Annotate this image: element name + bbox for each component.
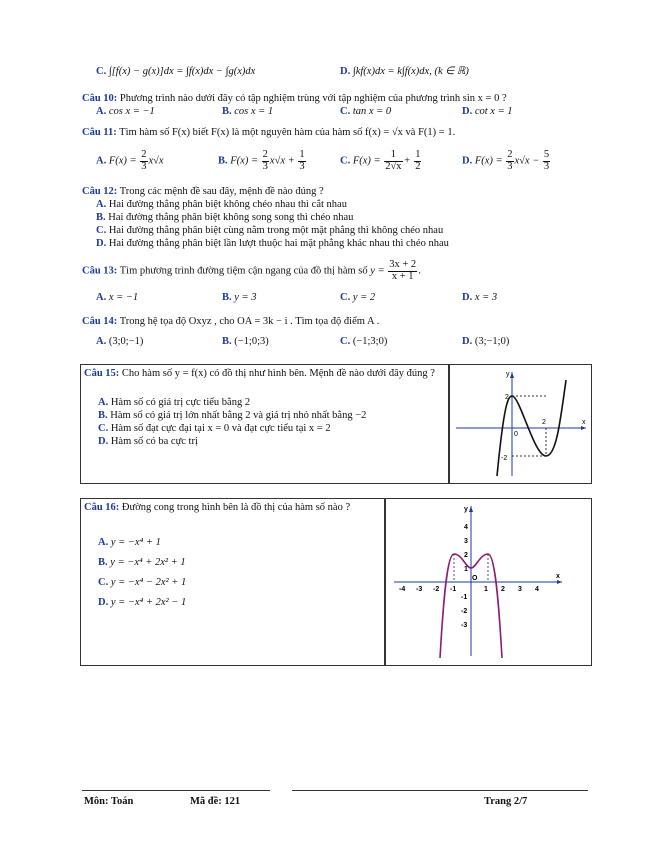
q12-option-c: C. Hai đường thẳng phân biệt cùng nằm trong một mặt phẳng thì không chéo nhau bbox=[96, 225, 444, 236]
q16-graph bbox=[384, 498, 590, 664]
q13-option-a: A. x = −1 bbox=[96, 292, 139, 303]
q15-option-c: C. Hàm số đạt cực đại tại x = 0 và đạt cực tiểu tại x = 2 bbox=[98, 423, 331, 434]
q11-option-a: A. F(x) = $\frac{2}{3}$ x√x bbox=[96, 149, 164, 172]
footer-exam-code: Mã đề: 121 bbox=[190, 796, 241, 807]
q13-option-d: D. x = 3 bbox=[462, 292, 498, 303]
q12-option-d: D. Hai đường thẳng phân biệt lần lượt thuộc hai mặt phẳng khác nhau thì chéo nhau bbox=[96, 238, 449, 249]
q16-y-tick-label: 2 bbox=[464, 552, 468, 559]
q16-y-arrow-icon bbox=[469, 506, 473, 512]
q16-option-b: B. y = −x⁴ + 2x² + 1 bbox=[98, 557, 186, 568]
q15-stem: Câu 15: Cho hàm số y = f(x) có đồ thị như hình bên. Mệnh đề nào dưới đây đúng ? bbox=[84, 368, 435, 379]
q16-x-tick-label: -3 bbox=[416, 586, 423, 593]
q11-stem: Câu 11: Tìm hàm số F(x) biết F(x) là một nguyên hàm của hàm số f(x) = √x và F(1) = 1. bbox=[82, 127, 456, 138]
q16-y-tick-label: -2 bbox=[461, 608, 468, 615]
q16-y-tick-label: -1 bbox=[461, 594, 468, 601]
q15-option-b: B. Hàm số có giá trị lớn nhất bằng 2 và giá trị nhỏ nhất bằng −2 bbox=[98, 410, 367, 421]
q15-option-d: D. Hàm số có ba cực trị bbox=[98, 436, 198, 447]
q16-x-tick-label: -1 bbox=[450, 586, 457, 593]
q14-option-a: A. (3;0;−1) bbox=[96, 336, 144, 347]
q16-option-c: C. y = −x⁴ − 2x² + 1 bbox=[98, 577, 187, 588]
q12-option-a: A. Hai đường thẳng phân biệt không chéo nhau thì cắt nhau bbox=[96, 199, 347, 210]
q16-y-label: y bbox=[464, 506, 468, 513]
q11-option-b: B. F(x) = $\frac{2}{3}$ x√x + $\frac{1}{3}$ bbox=[218, 149, 305, 172]
q12-option-b: B. Hai đường thẳng phân biệt không song song thì chéo nhau bbox=[96, 212, 354, 223]
q16-y-tick-label: -3 bbox=[461, 622, 468, 629]
q9-option-d-text: ∫kf(x)dx = k∫f(x)dx, (k ∈ ℝ) bbox=[352, 66, 469, 77]
q10-option-c: C. tan x = 0 bbox=[340, 106, 392, 117]
q10-option-a: A. cos x = −1 bbox=[96, 106, 155, 117]
q11-option-c: C. F(x) = $\frac{1}{2√x}$ + $\frac{1}{2}$ bbox=[340, 149, 421, 172]
q16-y-tick-label: 1 bbox=[464, 566, 468, 573]
q16-x-label: x bbox=[556, 573, 560, 580]
q16-option-d: D. y = −x⁴ + 2x² − 1 bbox=[98, 597, 187, 608]
footer-rule-left bbox=[82, 790, 270, 791]
q16-x-tick-label: 3 bbox=[518, 586, 522, 593]
q16-x-tick-label: -4 bbox=[399, 586, 406, 593]
q16-x-tick-label: -2 bbox=[433, 586, 440, 593]
q15-option-a: A. Hàm số có giá trị cực tiểu bằng 2 bbox=[98, 397, 251, 408]
footer-subject: Môn: Toán bbox=[84, 796, 134, 807]
q16-y-tick-label: 4 bbox=[464, 524, 468, 531]
q12-stem: Câu 12: Trong các mệnh đề sau đây, mệnh đề nào đúng ? bbox=[82, 186, 324, 197]
q15-tick-x: 2 bbox=[542, 419, 546, 426]
q16-x-tick-label: 2 bbox=[501, 586, 505, 593]
q10-option-b: B. cos x = 1 bbox=[222, 106, 274, 117]
q14-option-d: D. (3;−1;0) bbox=[462, 336, 510, 347]
q16-option-a: A. y = −x⁴ + 1 bbox=[98, 537, 161, 548]
q16-x-tick-label: 4 bbox=[535, 586, 539, 593]
q13-stem: Câu 13: Tìm phương trình đường tiệm cận ngang của đồ thị hàm số y = $\frac{3x + 2}{x + 1}$ . bbox=[82, 259, 421, 282]
q10-stem: Câu 10: Phương trình nào dưới đây có tập nghiệm trùng với tập nghiệm của phương trình sin x = 0 ? bbox=[82, 93, 507, 104]
q15-y-label: y bbox=[506, 371, 510, 378]
q16-y-tick-label: 3 bbox=[464, 538, 468, 545]
q9-option-c: C. ∫[f(x) − g(x)]dx = ∫f(x)dx − ∫g(x)dx bbox=[96, 66, 256, 77]
q15-tick-y-top: 2 bbox=[505, 394, 509, 401]
q15-x-label: x bbox=[582, 419, 586, 426]
footer-rule-right bbox=[292, 790, 588, 791]
q16-x-tick-label: 1 bbox=[484, 586, 488, 593]
q16-y-ticks bbox=[461, 524, 468, 629]
q13-option-c: C. y = 2 bbox=[340, 292, 376, 303]
q15-origin: 0 bbox=[514, 431, 518, 438]
q9-option-d: D. ∫kf(x)dx = k∫f(x)dx, (k ∈ ℝ) bbox=[340, 66, 469, 77]
q16-x-arrow-icon bbox=[557, 580, 562, 584]
q14-option-c: C. (−1;3;0) bbox=[340, 336, 388, 347]
q16-origin: O bbox=[472, 575, 478, 582]
footer-page-number: Trang 2/7 bbox=[484, 796, 528, 807]
q14-option-b: B. (−1;0;3) bbox=[222, 336, 269, 347]
q14-stem: Câu 14: Trong hệ tọa độ Oxyz , cho OA = 3k − i . Tìm tọa độ điểm A . bbox=[82, 316, 380, 327]
q15-tick-y-bottom: -2 bbox=[501, 455, 508, 462]
q9-option-c-text: ∫[f(x) − g(x)]dx = ∫f(x)dx − ∫g(x)dx bbox=[108, 66, 256, 77]
q10-option-d: D. cot x = 1 bbox=[462, 106, 513, 117]
q13-option-b: B. y = 3 bbox=[222, 292, 257, 303]
q15-y-arrow-icon bbox=[510, 372, 514, 378]
q15-x-arrow-icon bbox=[581, 426, 586, 430]
q16-stem: Câu 16: Đường cong trong hình bên là đồ thị của hàm số nào ? bbox=[84, 502, 351, 513]
q16-x-ticks bbox=[399, 586, 539, 593]
q15-graph bbox=[448, 364, 590, 482]
q11-option-d: D. F(x) = $\frac{2}{3}$ x√x − $\frac{5}{3}$ bbox=[462, 149, 550, 172]
